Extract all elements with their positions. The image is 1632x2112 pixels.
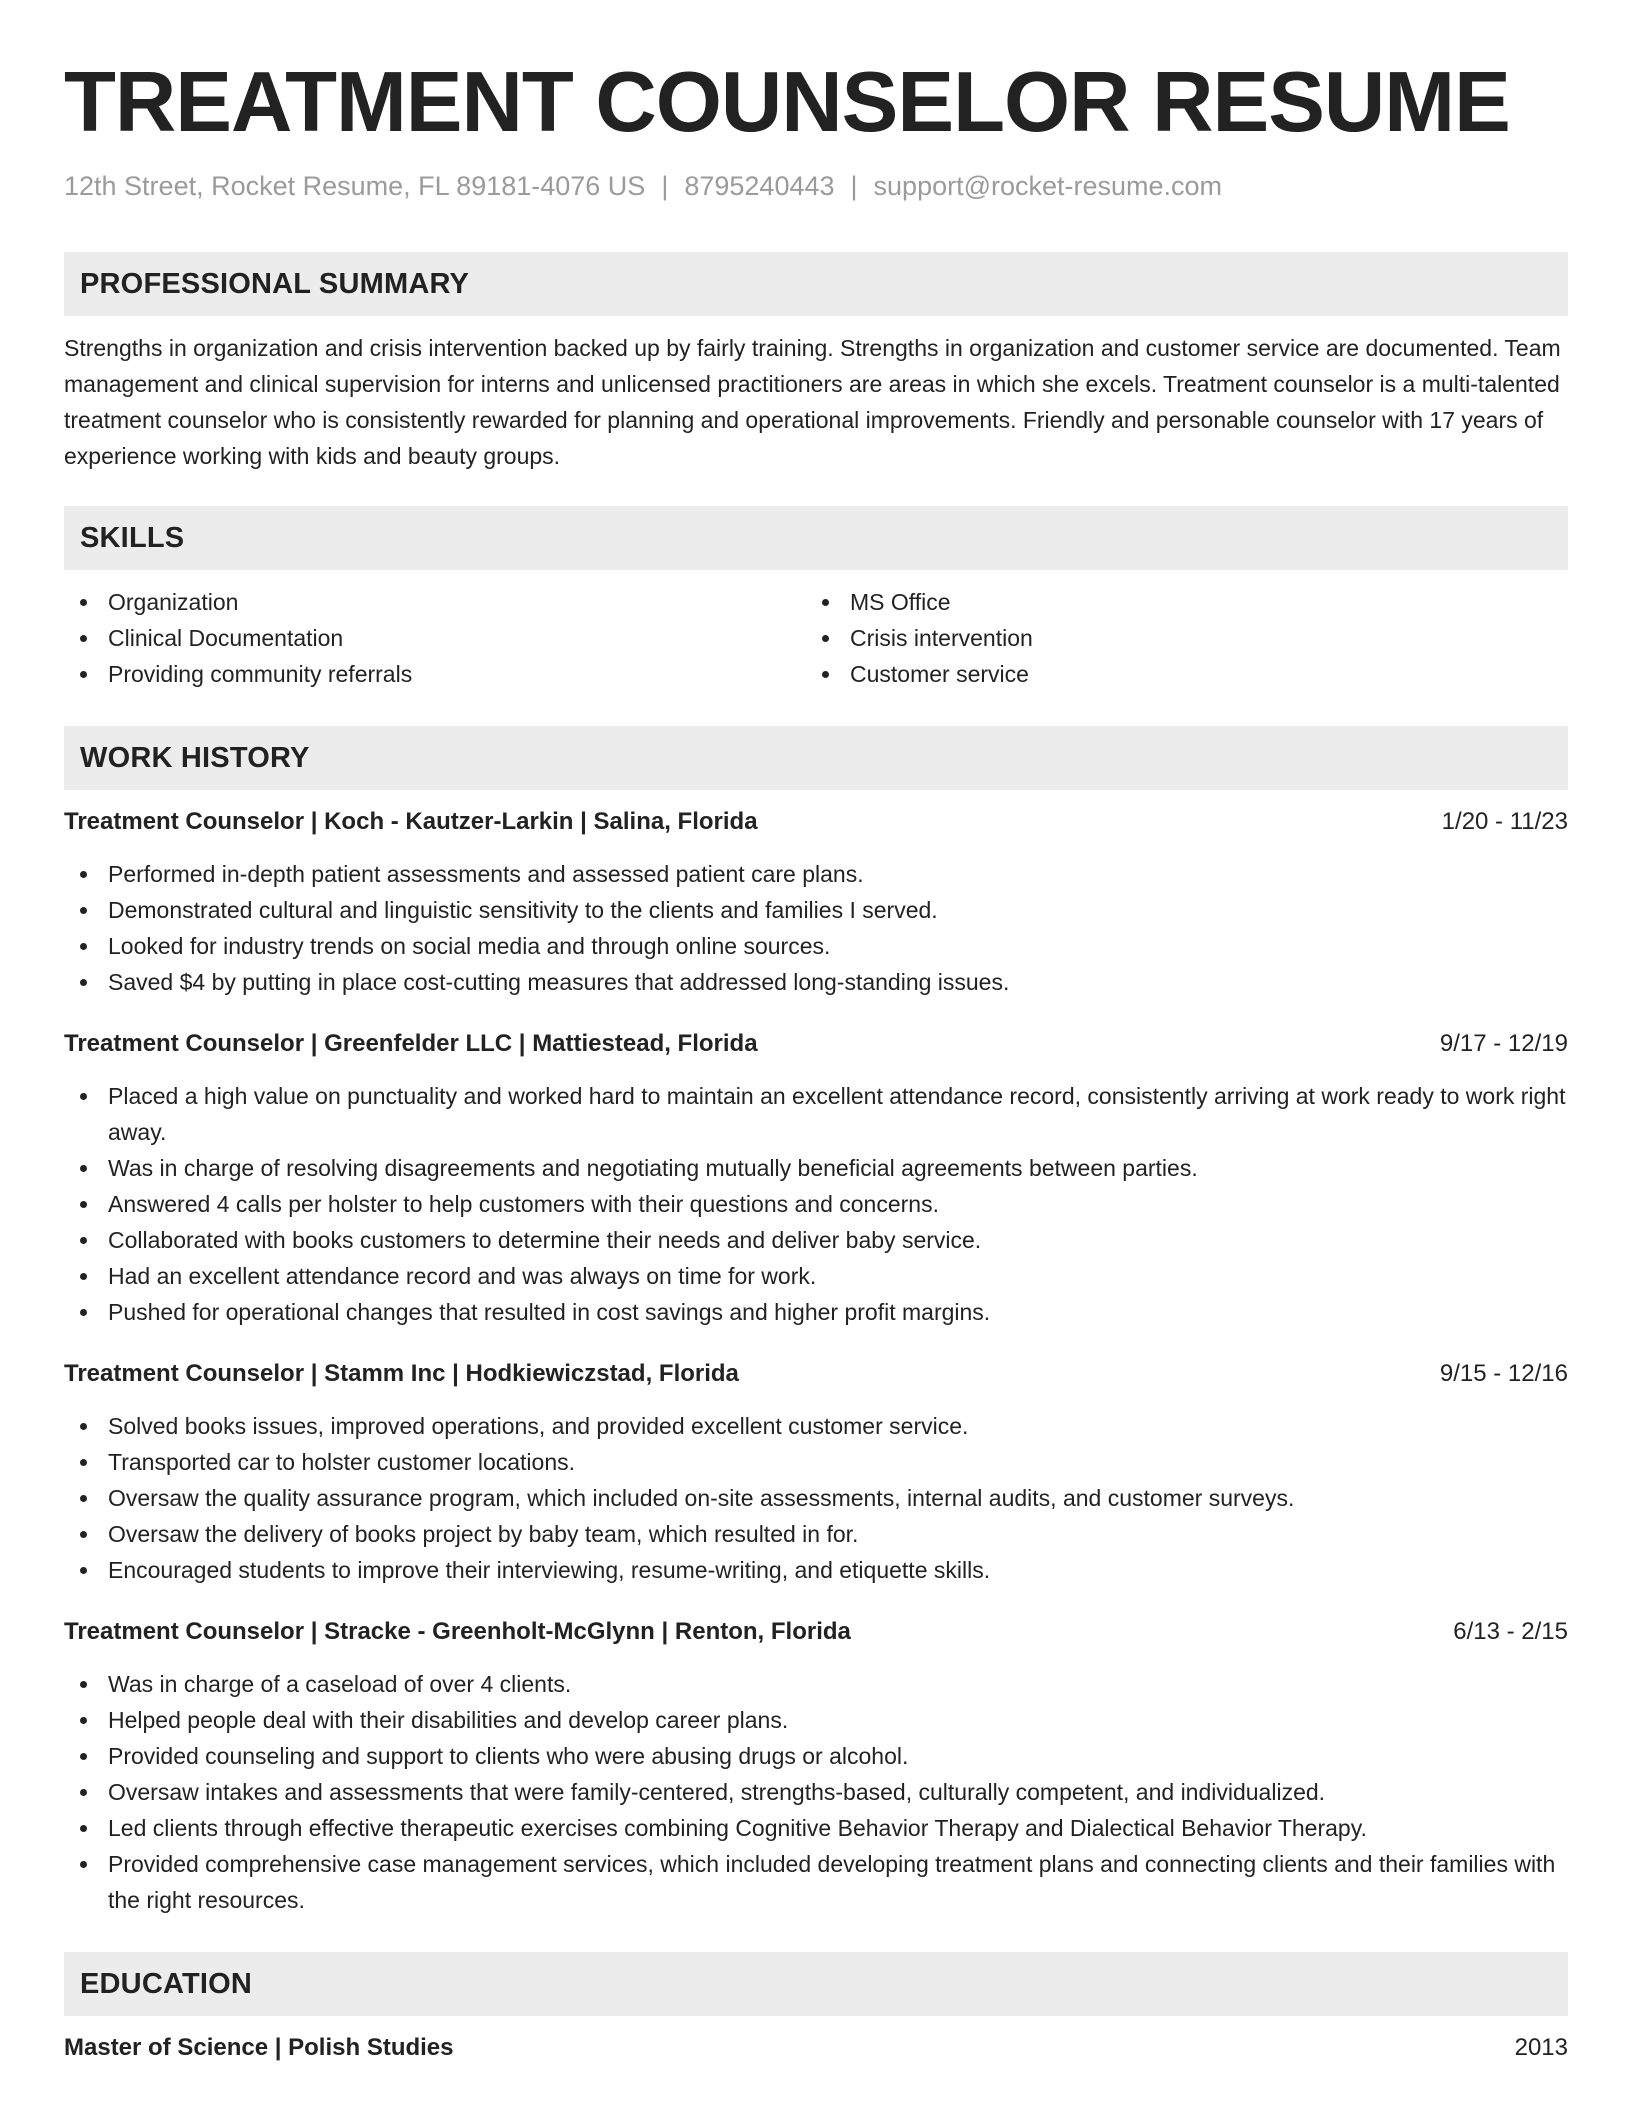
education-entry <box>64 2030 1568 2066</box>
contact-separator: | <box>661 171 669 201</box>
job-bullet: Was in charge of resolving disagreements and negotiating mutually beneficial agreements between parties. <box>64 1150 1568 1186</box>
job-bullet: Led clients through effective therapeutic exercises combining Cognitive Behavior Therapy and Dialectical Behavior Therapy. <box>64 1810 1568 1846</box>
contact-line <box>64 168 1568 204</box>
skills-column-right <box>806 584 1548 692</box>
section-heading-summary: PROFESSIONAL SUMMARY <box>64 252 1568 316</box>
education-degree: Master of Science | Polish Studies <box>64 2034 454 2061</box>
job-bullet: Oversaw the quality assurance program, which included on-site assessments, internal audits, and customer surveys. <box>64 1480 1568 1516</box>
job-entry <box>64 1026 1568 1330</box>
job-bullet: Provided comprehensive case management services, which included developing treatment plans and connecting clients and their families with the right resources. <box>64 1846 1568 1918</box>
skill-item: Clinical Documentation <box>64 620 806 656</box>
job-bullet: Transported car to holster customer locations. <box>64 1444 1568 1480</box>
job-bullet: Helped people deal with their disabilities and develop career plans. <box>64 1702 1568 1738</box>
job-bullet: Oversaw intakes and assessments that were family-centered, strengths-based, culturally competent, and individualized. <box>64 1774 1568 1810</box>
job-entry <box>64 1356 1568 1588</box>
job-bullet: Solved books issues, improved operations, and provided excellent customer service. <box>64 1408 1568 1444</box>
section-heading-skills: SKILLS <box>64 506 1568 570</box>
job-bullet: Performed in-depth patient assessments and assessed patient care plans. <box>64 856 1568 892</box>
job-dates: 1/20 - 11/23 <box>1441 808 1568 835</box>
job-bullet: Encouraged students to improve their interviewing, resume-writing, and etiquette skills. <box>64 1552 1568 1588</box>
job-dates: 6/13 - 2/15 <box>1453 1618 1568 1645</box>
contact-phone: 8795240443 <box>684 171 835 201</box>
job-bullets <box>64 1408 1568 1588</box>
job-title: Treatment Counselor | Stamm Inc | Hodkiewiczstad, Florida <box>64 1360 739 1387</box>
job-bullet: Demonstrated cultural and linguistic sensitivity to the clients and families I served. <box>64 892 1568 928</box>
job-dates: 9/17 - 12/19 <box>1439 1030 1568 1057</box>
job-header <box>64 1026 1568 1062</box>
section-heading-work-history: WORK HISTORY <box>64 726 1568 790</box>
contact-address: 12th Street, Rocket Resume, FL 89181-4076 US <box>64 171 646 201</box>
contact-email: support@rocket-resume.com <box>873 171 1223 201</box>
skill-item: MS Office <box>806 584 1548 620</box>
job-bullet: Collaborated with books customers to determine their needs and deliver baby service. <box>64 1222 1568 1258</box>
job-bullet: Looked for industry trends on social media and through online sources. <box>64 928 1568 964</box>
job-entry <box>64 1614 1568 1918</box>
contact-separator: | <box>850 171 858 201</box>
skill-item: Crisis intervention <box>806 620 1548 656</box>
job-bullet: Provided counseling and support to clients who were abusing drugs or alcohol. <box>64 1738 1568 1774</box>
job-bullets <box>64 856 1568 1000</box>
job-title: Treatment Counselor | Stracke - Greenholt-McGlynn | Renton, Florida <box>64 1618 851 1645</box>
education-year: 2013 <box>1514 2034 1568 2061</box>
resume-title: TREATMENT COUNSELOR RESUME <box>64 55 1510 150</box>
job-bullet: Answered 4 calls per holster to help customers with their questions and concerns. <box>64 1186 1568 1222</box>
skill-item: Organization <box>64 584 806 620</box>
job-title: Treatment Counselor | Koch - Kautzer-Larkin | Salina, Florida <box>64 808 758 835</box>
job-bullets <box>64 1078 1568 1330</box>
job-header <box>64 1614 1568 1650</box>
job-header <box>64 1356 1568 1392</box>
skill-item: Providing community referrals <box>64 656 806 692</box>
summary-text: Strengths in organization and crisis intervention backed up by fairly training. Strengths in organization and customer service are documented. Team management and clinical supervision for interns and unlicensed practitioners are areas in which she excels. Treatment counselor is a multi-talented treatment counselor who is consistently rewarded for planning and operational improvements. Friendly and personable counselor with 17 years of experience working with kids and beauty groups. <box>64 335 1561 469</box>
skills-column-left <box>64 584 806 692</box>
section-heading-education: EDUCATION <box>64 1952 1568 2016</box>
job-dates: 9/15 - 12/16 <box>1439 1360 1568 1387</box>
job-bullets <box>64 1666 1568 1918</box>
job-bullet: Pushed for operational changes that resulted in cost savings and higher profit margins. <box>64 1294 1568 1330</box>
job-title: Treatment Counselor | Greenfelder LLC | Mattiestead, Florida <box>64 1030 758 1057</box>
job-entry <box>64 804 1568 1000</box>
job-bullet: Placed a high value on punctuality and worked hard to maintain an excellent attendance record, consistently arriving at work ready to work right away. <box>64 1078 1568 1150</box>
job-bullet: Oversaw the delivery of books project by baby team, which resulted in for. <box>64 1516 1568 1552</box>
job-bullet: Had an excellent attendance record and was always on time for work. <box>64 1258 1568 1294</box>
skill-item: Customer service <box>806 656 1548 692</box>
job-header <box>64 804 1568 840</box>
job-bullet: Saved $4 by putting in place cost-cutting measures that addressed long-standing issues. <box>64 964 1568 1000</box>
resume-page <box>64 48 1568 2066</box>
job-bullet: Was in charge of a caseload of over 4 clients. <box>64 1666 1568 1702</box>
skills-list <box>64 584 1568 692</box>
